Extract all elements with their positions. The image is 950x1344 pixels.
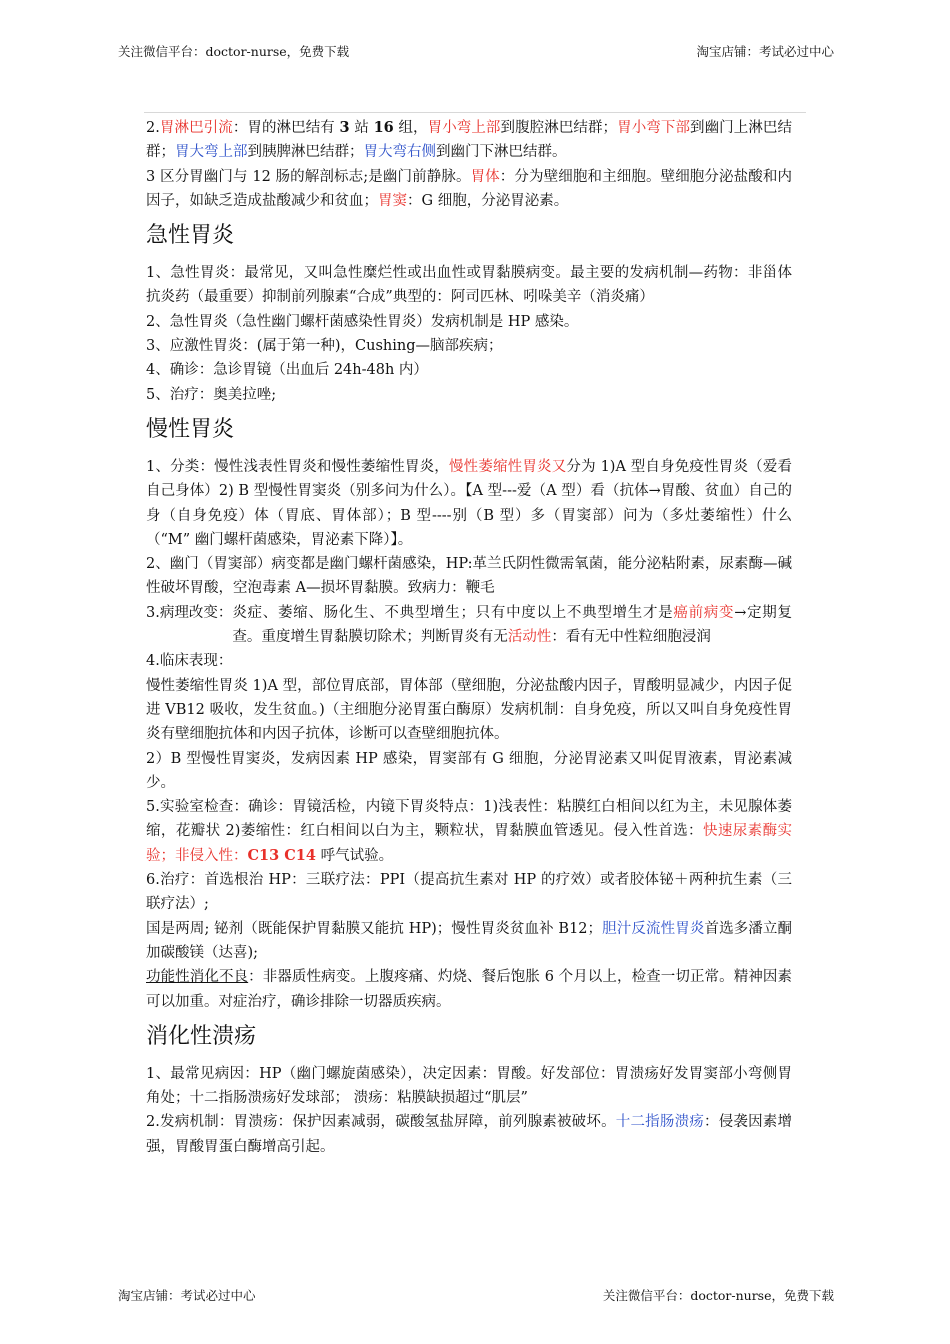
heading-chronic-gastritis: 慢性胃炎 — [146, 416, 235, 442]
paragraph: 慢性萎缩性胃炎 1)A 型，部位胃底部，胃体部（壁细胞，分泌盐酸内因子，胃酸明显减少，内因子促进 VB12 吸收，发生贫血。)（主细胞分泌胃蛋白酶原）发病机制：自身免疫，所以又叫自身免疫性胃炎有壁细胞抗体和内因子抗体，诊断可以查壁细胞抗体。 — [146, 677, 792, 743]
text: 到幽门上淋巴结群； — [146, 120, 792, 161]
text: 分为 1)A 型自身免疫性胃炎（爱看自己身体）2) B 型慢性胃窦炎（别多问为什么）。【A 型---爱（A 型）看（抗体→胃酸、贫血）自己的身（自身免疫）体（胃底、胃体部）；B 型----别（B 型）多（胃窦部）问为（多灶萎缩性）什么（“M” 幽门螺杆菌感染，胃泌素下降）】。 — [146, 458, 792, 548]
term-blue: 胃大弯右侧 — [363, 144, 436, 161]
paragraph-lab-exam — [146, 795, 792, 868]
text: 到幽门下淋巴结群。 — [436, 144, 567, 161]
term-blue: 十二指肠溃疡 — [615, 1114, 704, 1131]
text: 1、分类：慢性浅表性胃炎和慢性萎缩性胃炎， — [146, 458, 449, 475]
term-red: 活动性 — [507, 629, 552, 646]
paragraph: 1、急性胃炎：最常见，又叫急性糜烂性或出血性或胃黏膜病变。最主要的发病机制—药物：非甾体抗炎药（最重要）抑制前列腺素“合成”典型的：阿司匹林、吲哚美辛（消炎痛） — [146, 265, 792, 306]
paragraph: 2）B 型慢性胃窦炎，发病因素 HP 感染，胃窦部有 G 细胞，分泌胃泌素又叫促胃液素，胃泌素减少。 — [146, 750, 792, 791]
paragraph: 5、治疗：奥美拉唑; — [146, 386, 277, 403]
text-bold: 16 — [373, 119, 394, 136]
heading-acute-gastritis: 急性胃炎 — [146, 223, 235, 249]
paragraph-classification — [146, 455, 792, 552]
text: 炎症、萎缩、肠化生、不典型增生；只有中度以上不典型增生才是 — [232, 604, 674, 621]
text: 国是两周; 铋剂（既能保护胃黏膜又能抗 HP)；慢性胃炎贫血补 B12； — [146, 920, 603, 937]
paragraph: 4.临床表现： — [146, 653, 233, 670]
paragraph-pathogenesis — [146, 1110, 792, 1159]
paragraph: 3、应激性胃炎：(属于第一种)，Cushing—脑部疾病； — [146, 338, 503, 355]
term-red-bold: C13 C14 — [247, 846, 316, 864]
item-text — [232, 601, 792, 650]
paragraph: 4、确诊：急诊胃镜（出血后 24h-48h 内） — [146, 362, 428, 379]
text: 到腹腔淋巴结群； — [500, 120, 618, 136]
term-red: 癌前病变 — [673, 604, 735, 621]
paragraph-lymph-drainage — [146, 116, 792, 165]
term-red: 胃淋巴引流 — [159, 120, 233, 136]
paragraph-anatomy — [146, 165, 792, 214]
text: 2.发病机制：胃溃疡：保护因素减弱，碳酸氢盐屏障，前列腺素被破坏。 — [146, 1114, 616, 1131]
paragraph: 2、急性胃炎（急性幽门螺杆菌感染性胃炎）发病机制是 HP 感染。 — [146, 313, 579, 330]
text: 5.实验室检查：确诊：胃镜活检，内镜下胃炎特点：1)浅表性：粘膜红白相间以红为主，未见腺体萎缩，花瓣状 2)萎缩性：红白相间以白为主，颗粒状，胃黏膜血管透见。侵入性首选： — [146, 799, 792, 840]
paragraph-functional-dyspepsia — [146, 965, 792, 1014]
term-red: 快速尿素酶实验；非侵入性： — [146, 823, 792, 864]
text: 呼气试验。 — [316, 847, 394, 864]
paragraph: 6.治疗：首选根治 HP：三联疗法：PPI（提高抗生素对 HP 的疗效）或者胶体铋＋两种抗生素（三联疗法）; — [146, 872, 792, 913]
text: 3 区分胃幽门与 12 肠的解剖标志;是幽门前静脉。 — [146, 168, 471, 185]
term-red: 慢性萎缩性胃炎又 — [448, 458, 567, 475]
footer-right: 关注微信平台：doctor-nurse，免费下载 — [602, 1288, 834, 1303]
header-left: 关注微信平台：doctor-nurse，免费下载 — [118, 44, 350, 59]
text: 到胰脾淋巴结群； — [247, 144, 364, 161]
term-red: 胃小弯上部 — [427, 120, 501, 136]
text: →定期复查。重度增生胃黏膜切除术；判断胃炎有无 — [232, 604, 793, 646]
term-blue: 胆汁反流性胃炎 — [602, 920, 705, 937]
footer-left: 淘宝店铺：考试必过中心 — [118, 1288, 256, 1303]
paragraph: 2、幽门（胃窦部）病变都是幽门螺杆菌感染，HP:革兰氏阴性微需氧菌，能分泌粘附素，尿素酶—碱性破坏胃酸，空泡毒素 A—损坏胃黏膜。致病力：鞭毛 — [146, 556, 792, 597]
text: ：看有无中性粒细胞浸润 — [551, 629, 711, 646]
text: 2. — [146, 120, 160, 136]
text: ：G 细胞，分泌胃泌素。 — [407, 192, 569, 209]
header-right: 淘宝店铺：考试必过中心 — [696, 44, 834, 59]
text: ：胃的淋巴结有 — [232, 120, 340, 136]
heading-peptic-ulcer: 消化性溃疡 — [146, 1023, 257, 1049]
document-body — [146, 116, 792, 1159]
text: ：非器质性病变。上腹疼痛、灼烧、餐后饱胀 6 个月以上，检查一切正常。精神因素可以加重。对症治疗，确诊排除一切器质疾病。 — [146, 969, 792, 1010]
paragraph-treatment — [146, 917, 792, 966]
text: ：分为壁细胞和主细胞。壁细胞分泌盐酸和内因子，如缺乏造成盐酸减少和贫血； — [146, 168, 793, 209]
paragraph-pathology — [146, 601, 792, 650]
term-red: 胃体 — [470, 168, 500, 185]
text: ：侵袭因素增强，胃酸胃蛋白酶增高引起。 — [146, 1114, 793, 1155]
term-underlined: 功能性消化不良 — [146, 969, 249, 986]
text: 站 — [349, 120, 374, 136]
term-blue: 胃大弯上部 — [175, 144, 248, 161]
term-red: 胃小弯下部 — [617, 120, 691, 136]
header-divider — [144, 112, 806, 113]
text: 组， — [393, 120, 428, 136]
paragraph: 1、最常见病因：HP（幽门螺旋菌感染），决定因素：胃酸。好发部位：胃溃疡好发胃窦部小弯侧胃角处；十二指肠溃疡好发球部； 溃疡：粘膜缺损超过“肌层” — [146, 1065, 792, 1107]
text: 首选多潘立酮加碳酸镁（达喜); — [146, 920, 793, 961]
text-bold: 3 — [339, 119, 350, 136]
item-label: 3.病理改变： — [146, 604, 233, 621]
term-red: 胃窦 — [378, 192, 407, 209]
